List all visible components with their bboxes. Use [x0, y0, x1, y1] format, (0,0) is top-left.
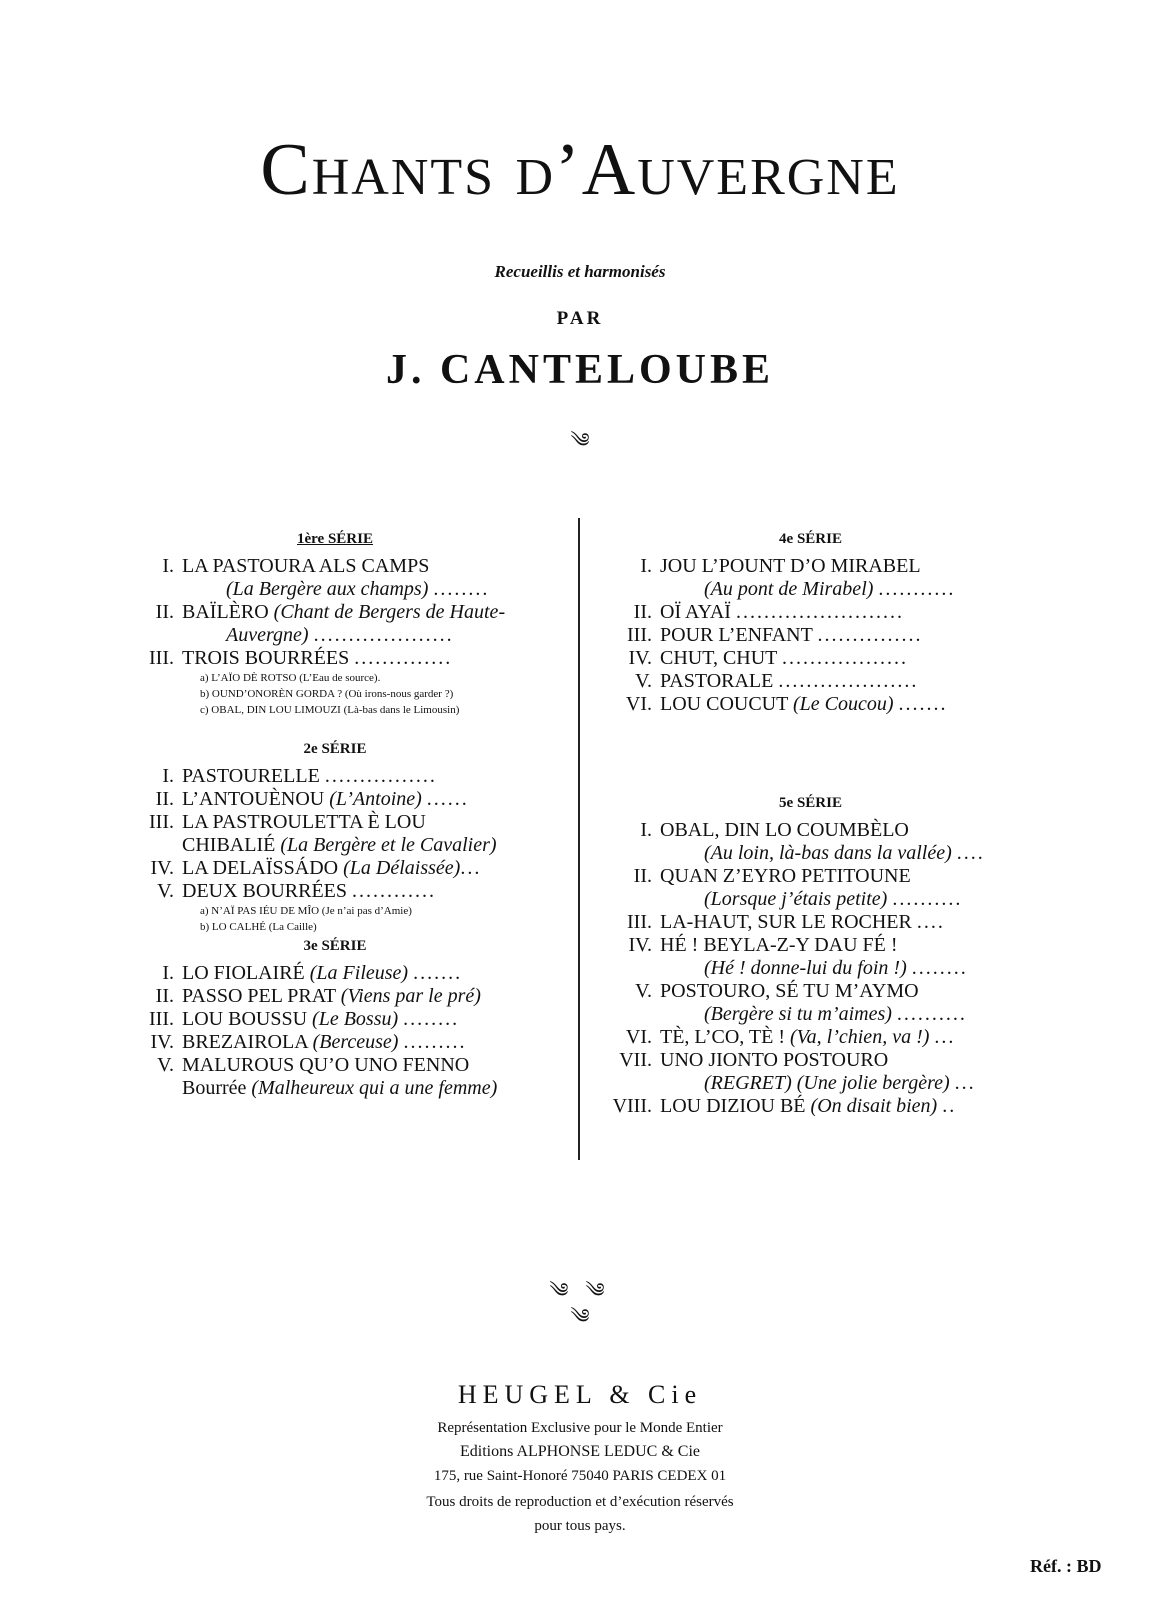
composer-name: J. CANTELOUBE — [385, 347, 775, 393]
list-item: V. POSTOURO, SÉ TU M’AYMO (Bergère si tu m’aimes) .......... — [635, 980, 967, 1025]
series-heading: 1ère SÉRIE — [297, 531, 373, 547]
list-item: II. L’ANTOUÈNOU (L’Antoine) ...... — [155, 788, 469, 810]
sub-item: a) N’AÏ PAS IÉU DE MÎO (Je n’ai pas d’Amie) — [200, 905, 412, 917]
list-item: III. LOU BOUSSU (Le Bossu) ........ — [149, 1008, 460, 1030]
left-column — [130, 528, 540, 1100]
list-item: VII. UNO JIONTO POSTOURO (REGRET) (Une jolie bergère) ... — [619, 1049, 976, 1094]
list-item: IV. HÉ ! BEYLA-Z-Y DAU FÉ ! (Hé ! donne-lui du foin !) ........ — [628, 934, 968, 979]
series-heading: 4e SÉRIE — [779, 531, 842, 547]
list-item: VI. LOU COUCUT (Le Coucou) ....... — [625, 693, 948, 715]
list-item: II. QUAN Z’EYRO PETITOUNE (Lorsque j’étais petite) .......... — [633, 865, 963, 910]
list-item: V. MALUROUS QU’O UNO FENNO Bourrée (Malheureux qui a une femme) — [157, 1054, 498, 1099]
page-title: Chants d’Auvergne — [260, 129, 900, 211]
series-heading: 2e SÉRIE — [303, 741, 367, 757]
right-column — [608, 528, 1013, 1118]
sub-item: a) L’AÏO DÈ ROTSO (L’Eau de source). — [200, 672, 381, 684]
reference-code: Réf. : BD — [1030, 1556, 1102, 1576]
list-item: III. POUR L’ENFANT ............... — [627, 624, 923, 646]
sub-item: b) OUND’ONORÈN GORDA ? (Où irons-nous garder ?) — [200, 688, 454, 700]
series-heading: 3e SÉRIE — [303, 938, 367, 954]
list-item: VI. TÈ, L’CO, TÈ ! (Va, l’chien, va !) ... — [625, 1026, 956, 1048]
list-item: II. BAÏLÈRO (Chant de Bergers de Haute- Auvergne) .................... — [155, 601, 506, 646]
list-item: VIII. LOU DIZIOU BÉ (On disait bien) .. — [612, 1095, 957, 1117]
list-item: II. PASSO PEL PRAT (Viens par le pré) — [155, 985, 481, 1007]
list-item: I. LA PASTOURA ALS CAMPS (La Bergère aux champs) ........ — [162, 555, 490, 600]
list-item: III. TROIS BOURRÉES .............. — [149, 647, 453, 669]
series-heading: 5e SÉRIE — [779, 795, 842, 811]
publisher-line: Editions ALPHONSE LEDUC & Cie — [459, 1443, 700, 1460]
list-item: IV. CHUT, CHUT .................. — [628, 647, 909, 669]
list-item: I. JOU L’POUNT D’O MIRABEL (Au pont de Mirabel) ........... — [640, 555, 956, 600]
list-item: I. PASTOURELLE ................ — [162, 765, 437, 787]
rights-notice: Tous droits de reproduction et d’exécution réservés — [426, 1494, 734, 1510]
ornament-icon: ༄ — [570, 1306, 590, 1328]
column-divider — [578, 518, 580, 1160]
list-item: V. DEUX BOURRÉES ............ — [157, 880, 437, 902]
publisher-line: Représentation Exclusive pour le Monde Entier — [437, 1420, 723, 1436]
list-item: I. OBAL, DIN LO COUMBÈLO (Au loin, là-bas dans la vallée) .... — [640, 819, 985, 864]
list-item: III. LA PASTROULETTA È LOU CHIBALIÉ (La Bergère et le Cavalier) — [149, 811, 497, 856]
ornament-icon: ༄ — [570, 430, 590, 452]
publisher-name: HEUGEL & Cie — [457, 1380, 703, 1409]
sub-item: b) LO CALHÉ (La Caille) — [200, 921, 317, 933]
list-item: I. LO FIOLAIRÉ (La Fileuse) ....... — [162, 962, 463, 984]
list-item: V. PASTORALE .................... — [635, 670, 919, 692]
rights-notice: pour tous pays. — [534, 1518, 626, 1534]
ornament-icon: ༄ ༄ — [549, 1280, 611, 1302]
par-label: PAR — [556, 308, 604, 329]
subtitle: Recueillis et harmonisés — [494, 262, 666, 281]
list-item: II. OÏ AYAÏ ........................ — [633, 601, 904, 623]
sub-item: c) OBAL, DIN LOU LIMOUZI (Là-bas dans le Limousin) — [200, 704, 460, 716]
publisher-address: 175, rue Saint-Honoré 75040 PARIS CEDEX 01 — [433, 1468, 727, 1484]
list-item: IV. BREZAIROLA (Berceuse) ......... — [150, 1031, 467, 1053]
list-item: IV. LA DELAÏSSÁDO (La Délaissée)... — [150, 857, 482, 879]
list-item: III. LA-HAUT, SUR LE ROCHER .... — [627, 911, 945, 933]
